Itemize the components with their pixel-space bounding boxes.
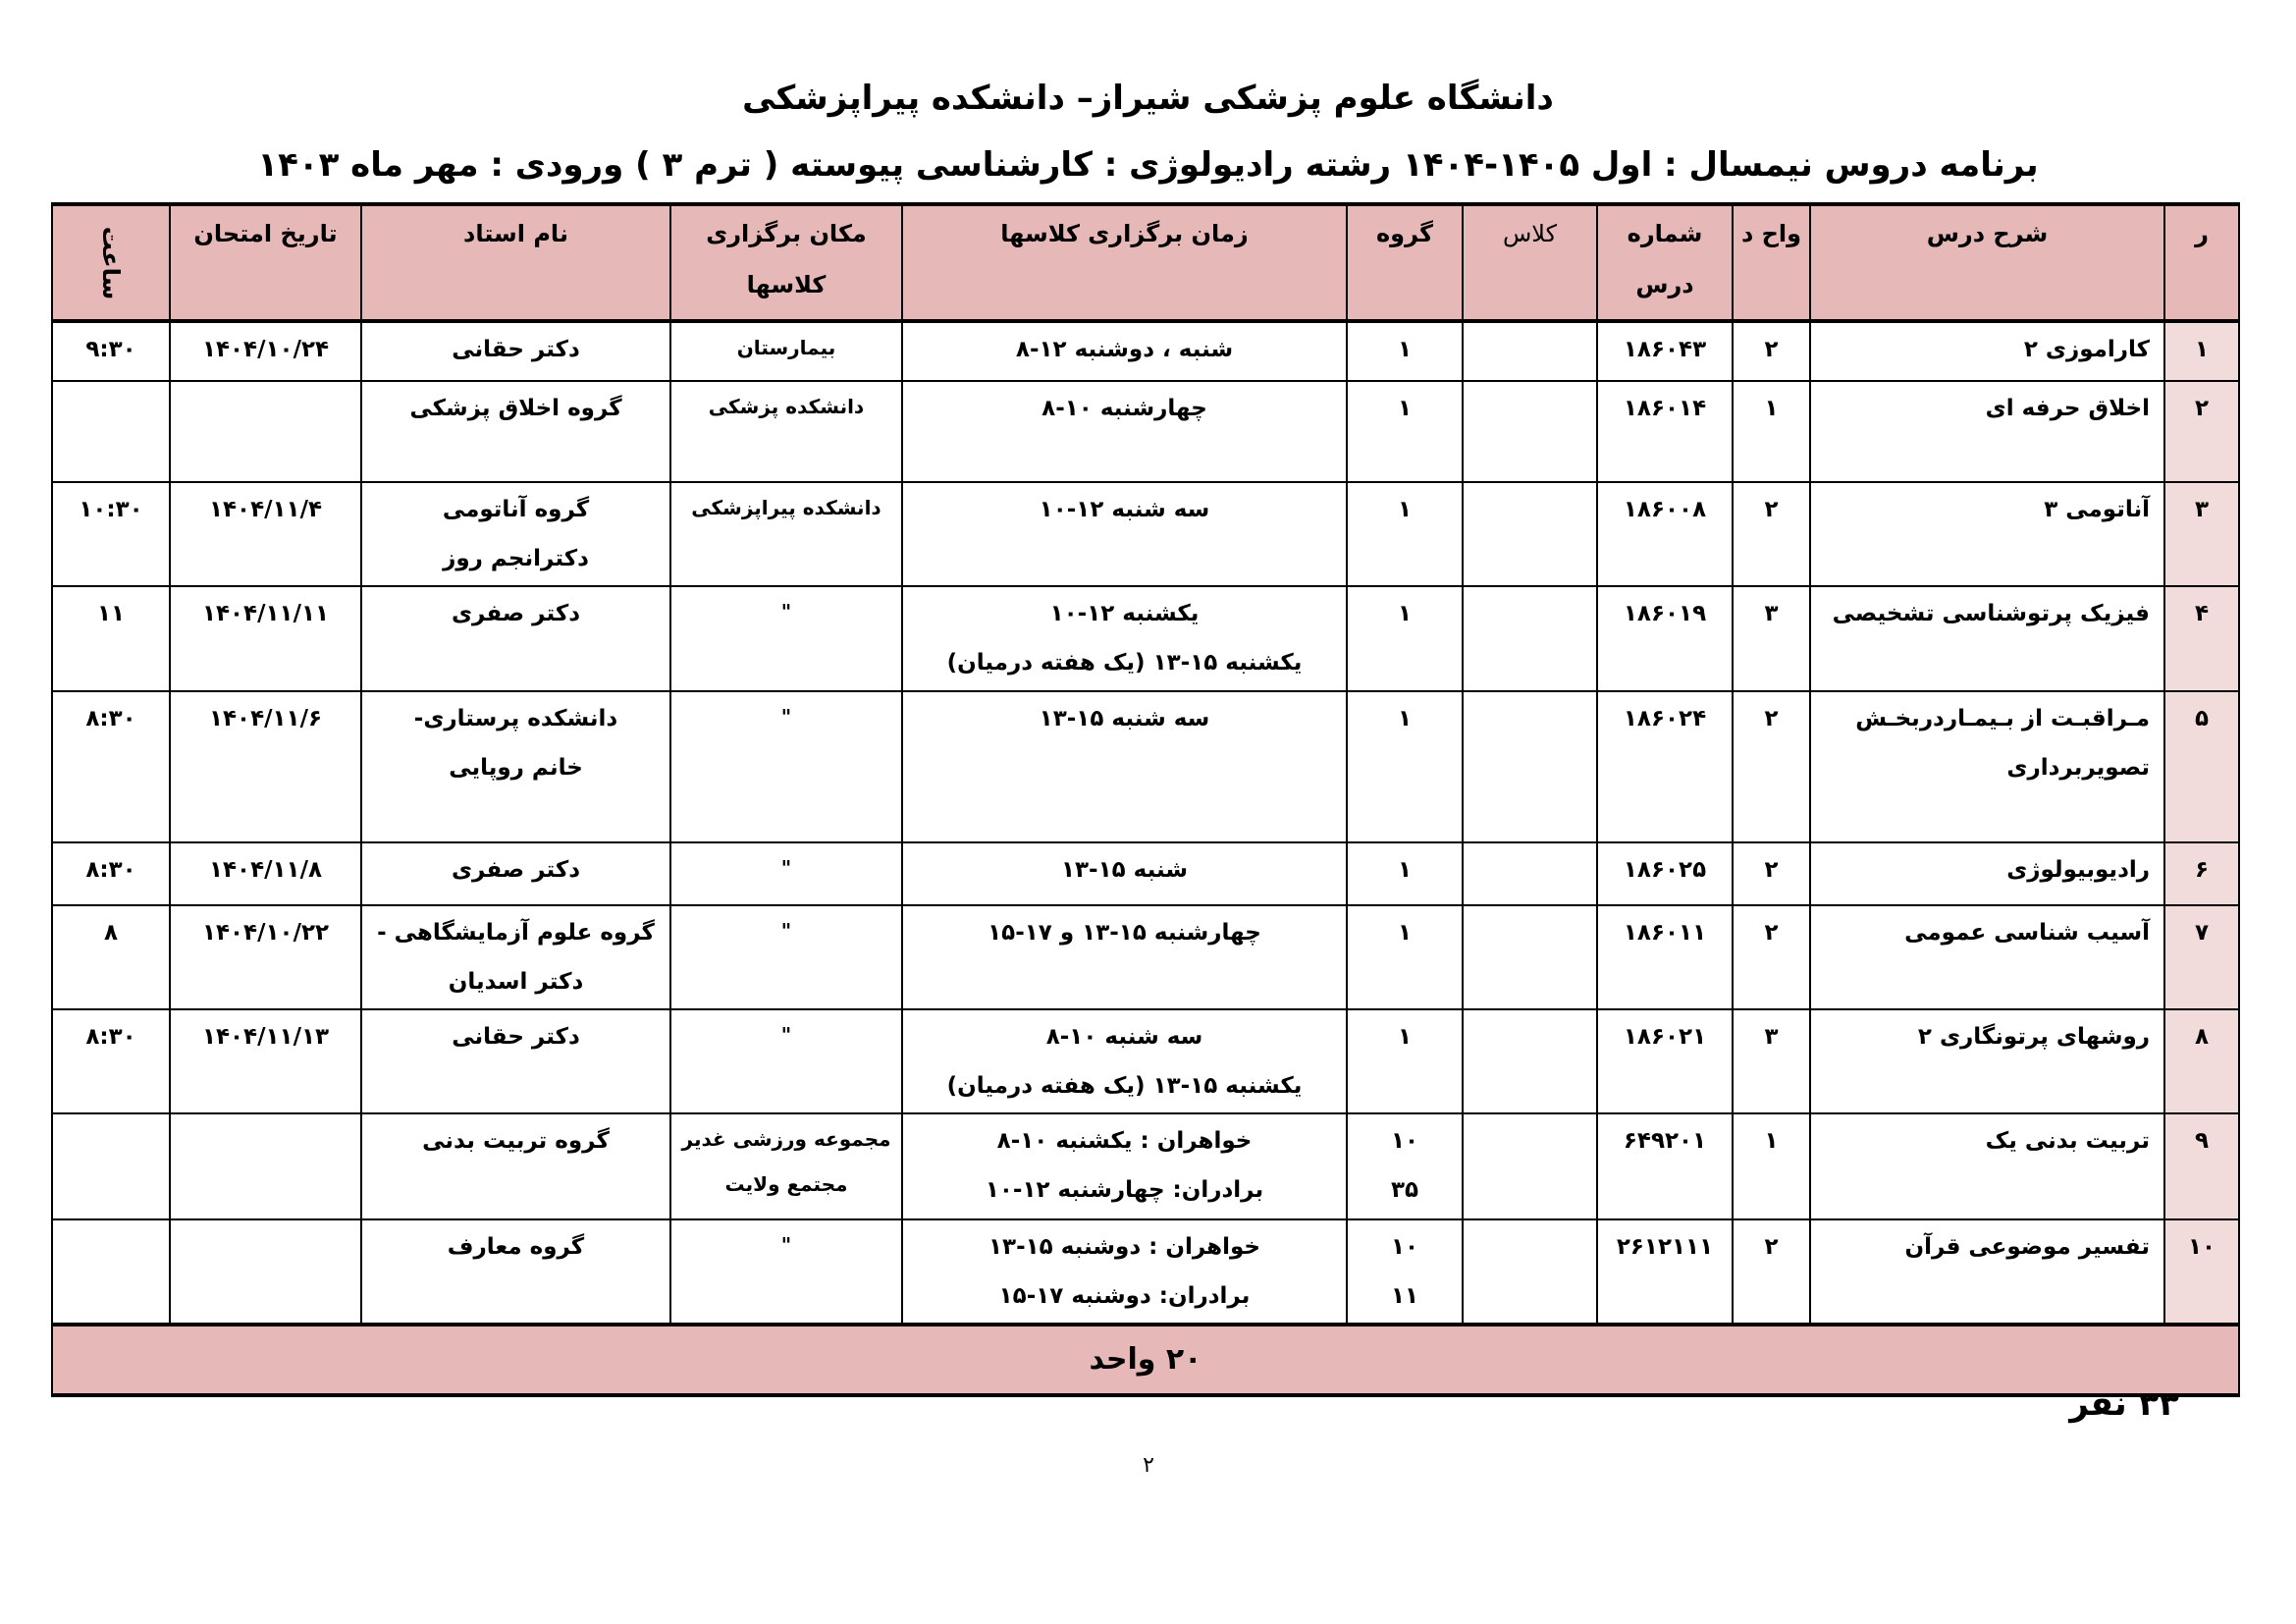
- col-index: ر: [2164, 204, 2239, 321]
- exam-time: ۹:۳۰: [52, 321, 170, 381]
- table-row: [52, 321, 2239, 381]
- course-place-line: مجموعه ورزشی غدیر: [681, 1127, 891, 1151]
- course-code: ۲۶۱۲۱۱۱: [1597, 1219, 1733, 1325]
- exam-date: ۱۴۰۴/۱۰/۲۲: [170, 905, 361, 1009]
- course-title-line: مـراقبـت از بـیمـاردربخـش: [1855, 706, 2150, 731]
- course-time: [902, 691, 1347, 842]
- course-code: ۱۸۶۰۱۱: [1597, 905, 1733, 1009]
- row-index: ۹: [2164, 1113, 2239, 1219]
- course-instructor: [361, 1113, 670, 1219]
- course-time: [902, 321, 1347, 381]
- university-title: دانشگاه علوم پزشکی شیراز– دانشکده پیراپزشکی: [742, 79, 1554, 118]
- course-class: [1463, 381, 1597, 482]
- course-instructor-line: گروه اخلاق پزشکی: [409, 396, 622, 421]
- course-class: [1463, 1219, 1597, 1325]
- course-instructor-line: خانم روپایی: [449, 755, 583, 781]
- course-title: [1810, 586, 2164, 691]
- course-title-line: رادیوبیولوژی: [2006, 857, 2150, 883]
- table-row: [52, 482, 2239, 586]
- course-place-line: ": [780, 1233, 792, 1257]
- course-time: [902, 482, 1347, 586]
- course-title-line: روشهای پرتونگاری ۲: [1917, 1024, 2150, 1050]
- table-row: [52, 691, 2239, 842]
- exam-time: [52, 1113, 170, 1219]
- course-instructor-line: دکتر صفری: [451, 601, 581, 626]
- row-index: ۶: [2164, 842, 2239, 905]
- course-units: ۱: [1733, 1113, 1810, 1219]
- course-place: [670, 321, 902, 381]
- course-code: ۶۴۹۲۰۱: [1597, 1113, 1733, 1219]
- course-instructor-line: دکترانجم روز: [443, 546, 589, 571]
- course-class: [1463, 1009, 1597, 1113]
- course-code: ۱۸۶۰۰۸: [1597, 482, 1733, 586]
- course-code: ۱۸۶۰۱۹: [1597, 586, 1733, 691]
- course-group-line: ۱: [1397, 706, 1413, 731]
- course-instructor: [361, 381, 670, 482]
- course-units: ۳: [1733, 1009, 1810, 1113]
- course-title-line: آسیب شناسی عمومی: [1904, 920, 2150, 946]
- course-units: ۲: [1733, 691, 1810, 842]
- exam-date: ۱۴۰۴/۱۱/۱۱: [170, 586, 361, 691]
- course-group-line: ۱۱: [1390, 1283, 1419, 1309]
- course-class: [1463, 482, 1597, 586]
- table-row: [52, 842, 2239, 905]
- course-group: [1347, 321, 1463, 381]
- course-instructor-line: دکتر حقانی: [452, 1024, 580, 1050]
- col-exam-time-label: ساعت: [96, 226, 125, 300]
- course-instructor-line: دانشکده پرستاری-: [413, 706, 618, 731]
- col-exam-date: تاریخ امتحان: [170, 204, 361, 321]
- table-row: [52, 1113, 2239, 1219]
- row-index: ۱: [2164, 321, 2239, 381]
- course-place-line: دانشکده پزشکی: [708, 395, 865, 418]
- col-instructor: نام استاد: [361, 204, 670, 321]
- course-place-line: ": [780, 919, 792, 943]
- course-code: ۱۸۶۰۲۱: [1597, 1009, 1733, 1113]
- table-row: [52, 381, 2239, 482]
- course-place: [670, 381, 902, 482]
- course-instructor: [361, 905, 670, 1009]
- course-time: [902, 842, 1347, 905]
- table-row: [52, 586, 2239, 691]
- exam-date: ۱۴۰۴/۱۰/۲۴: [170, 321, 361, 381]
- course-code: ۱۸۶۰۱۴: [1597, 381, 1733, 482]
- exam-time: [52, 381, 170, 482]
- course-units: ۲: [1733, 321, 1810, 381]
- course-time: [902, 586, 1347, 691]
- course-instructor-line: گروه آناتومی: [442, 497, 590, 522]
- course-title-line: اخلاق حرفه ای: [1985, 396, 2150, 421]
- course-place: [670, 842, 902, 905]
- course-class: [1463, 586, 1597, 691]
- course-title: [1810, 321, 2164, 381]
- course-title: [1810, 691, 2164, 842]
- course-place-line: دانشکده پیراپزشکی: [691, 496, 881, 519]
- course-code: ۱۸۶۰۲۵: [1597, 842, 1733, 905]
- course-time-line: شنبه ، دوشنبه ۱۲-۸: [1015, 337, 1234, 362]
- table-row: [52, 1219, 2239, 1325]
- course-time: [902, 1113, 1347, 1219]
- course-instructor: [361, 842, 670, 905]
- course-instructor: [361, 1219, 670, 1325]
- course-time-line: یکشنبه ۱۵-۱۳ (یک هفته درمیان): [946, 1073, 1303, 1099]
- course-instructor: [361, 482, 670, 586]
- course-group: [1347, 1113, 1463, 1219]
- course-title: [1810, 905, 2164, 1009]
- course-instructor-line: دکتر صفری: [451, 857, 581, 883]
- exam-date: ۱۴۰۴/۱۱/۴: [170, 482, 361, 586]
- course-code: ۱۸۶۰۴۳: [1597, 321, 1733, 381]
- col-class: کلاس: [1463, 204, 1597, 321]
- course-group-line: ۱: [1397, 601, 1413, 626]
- course-place: [670, 1219, 902, 1325]
- course-place: [670, 691, 902, 842]
- course-units: ۲: [1733, 482, 1810, 586]
- student-count: ۳۳ نفر: [2069, 1384, 2179, 1424]
- course-place: [670, 586, 902, 691]
- table-row: [52, 905, 2239, 1009]
- course-group-line: ۱: [1397, 857, 1413, 883]
- course-group-line: ۱: [1397, 337, 1413, 362]
- course-group-line: ۱: [1397, 920, 1413, 946]
- course-instructor: [361, 321, 670, 381]
- course-group: [1347, 1219, 1463, 1325]
- course-group: [1347, 381, 1463, 482]
- course-units: ۳: [1733, 586, 1810, 691]
- course-instructor: [361, 586, 670, 691]
- course-group: [1347, 482, 1463, 586]
- course-title-line: تصویربرداری: [2006, 755, 2150, 781]
- course-title: [1810, 381, 2164, 482]
- course-place-line: ": [780, 856, 792, 880]
- course-place-line: بیمارستان: [736, 336, 836, 359]
- exam-time: [52, 1219, 170, 1325]
- col-course-code: شماره درس: [1597, 204, 1733, 321]
- course-time-line: سه شنبه ۱۰-۸: [1045, 1024, 1203, 1050]
- course-place-line: ": [780, 705, 792, 729]
- course-instructor-line: دکتر حقانی: [452, 337, 580, 362]
- course-time: [902, 1009, 1347, 1113]
- exam-time: ۱۰:۳۰: [52, 482, 170, 586]
- course-code: ۱۸۶۰۲۴: [1597, 691, 1733, 842]
- exam-date: [170, 381, 361, 482]
- col-group: گروه: [1347, 204, 1463, 321]
- course-time-line: شنبه ۱۵-۱۳: [1060, 857, 1189, 883]
- course-time-line: سه شنبه ۱۲-۱۰: [1039, 497, 1210, 522]
- exam-time: ۸: [52, 905, 170, 1009]
- course-time-line: سه شنبه ۱۵-۱۳: [1039, 706, 1210, 731]
- col-course-title: شرح درس: [1810, 204, 2164, 321]
- course-group-line: ۱۰: [1390, 1234, 1419, 1260]
- course-title: [1810, 842, 2164, 905]
- course-time-line: برادران: چهارشنبه ۱۲-۱۰: [985, 1177, 1264, 1203]
- course-place: [670, 905, 902, 1009]
- course-place: [670, 482, 902, 586]
- course-instructor-line: گروه تربیت بدنی: [422, 1128, 610, 1154]
- exam-date: ۱۴۰۴/۱۱/۶: [170, 691, 361, 842]
- exam-time: ۸:۳۰: [52, 691, 170, 842]
- course-time-line: یکشنبه ۱۲-۱۰: [1049, 601, 1200, 626]
- col-time: زمان برگزاری کلاسها: [902, 204, 1347, 321]
- col-place: مکان برگزاری کلاسها: [670, 204, 902, 321]
- course-group: [1347, 586, 1463, 691]
- col-exam-time: [52, 204, 170, 321]
- course-time-line: چهارشنبه ۱۰-۸: [1041, 396, 1207, 421]
- course-time: [902, 1219, 1347, 1325]
- course-group-line: ۱: [1397, 396, 1413, 421]
- course-units: ۲: [1733, 842, 1810, 905]
- row-index: ۳: [2164, 482, 2239, 586]
- schedule-subtitle: برنامه دروس نیمسال : اول ۱۴۰۵-۱۴۰۴ رشته رادیولوژی : کارشناسی پیوسته ( ترم ۳ ) ورودی : مهر ماه ۱۴۰۳: [257, 145, 2039, 185]
- row-index: ۱۰: [2164, 1219, 2239, 1325]
- course-group-line: ۱: [1397, 497, 1413, 522]
- course-title: [1810, 1113, 2164, 1219]
- header-row: [52, 204, 2239, 321]
- exam-date: ۱۴۰۴/۱۱/۸: [170, 842, 361, 905]
- course-class: [1463, 905, 1597, 1009]
- course-title-line: تربیت بدنی یک: [1985, 1128, 2150, 1154]
- col-units: واح د: [1733, 204, 1810, 321]
- course-class: [1463, 321, 1597, 381]
- course-title: [1810, 1219, 2164, 1325]
- course-units: ۱: [1733, 381, 1810, 482]
- course-instructor-line: گروه علوم آزمایشگاهی -: [377, 920, 655, 946]
- exam-date: ۱۴۰۴/۱۱/۱۳: [170, 1009, 361, 1113]
- course-place-line: ": [780, 1023, 792, 1047]
- course-class: [1463, 1113, 1597, 1219]
- course-group: [1347, 842, 1463, 905]
- course-time-line: برادران: دوشنبه ۱۷-۱۵: [998, 1283, 1251, 1309]
- course-title: [1810, 482, 2164, 586]
- course-group-line: ۱۰: [1390, 1128, 1419, 1154]
- course-instructor: [361, 691, 670, 842]
- course-title: [1810, 1009, 2164, 1113]
- course-class: [1463, 691, 1597, 842]
- total-row: [52, 1325, 2239, 1395]
- course-instructor-line: دکتر اسدیان: [448, 969, 584, 995]
- course-group: [1347, 1009, 1463, 1113]
- course-units: ۲: [1733, 905, 1810, 1009]
- course-place: [670, 1009, 902, 1113]
- course-group: [1347, 691, 1463, 842]
- exam-time: ۱۱: [52, 586, 170, 691]
- row-index: ۲: [2164, 381, 2239, 482]
- course-group-line: ۳۵: [1390, 1177, 1419, 1203]
- course-place-line: مجتمع ولایت: [724, 1172, 848, 1196]
- course-time-line: چهارشنبه ۱۵-۱۳ و ۱۷-۱۵: [988, 920, 1261, 946]
- course-instructor: [361, 1009, 670, 1113]
- course-place: [670, 1113, 902, 1219]
- course-title-line: تفسیر موضوعی قرآن: [1904, 1234, 2150, 1260]
- course-time: [902, 381, 1347, 482]
- course-instructor-line: گروه معارف: [447, 1234, 585, 1260]
- table-row: [52, 1009, 2239, 1113]
- row-index: ۸: [2164, 1009, 2239, 1113]
- course-units: ۲: [1733, 1219, 1810, 1325]
- course-class: [1463, 842, 1597, 905]
- row-index: ۵: [2164, 691, 2239, 842]
- course-title-line: فیزیک پرتوشناسی تشخیصی: [1832, 601, 2150, 626]
- exam-date: [170, 1113, 361, 1219]
- exam-time: ۸:۳۰: [52, 1009, 170, 1113]
- course-group: [1347, 905, 1463, 1009]
- course-time-line: یکشنبه ۱۵-۱۳ (یک هفته درمیان): [946, 650, 1303, 676]
- course-place-line: ": [780, 600, 792, 623]
- row-index: ۴: [2164, 586, 2239, 691]
- row-index: ۷: [2164, 905, 2239, 1009]
- course-title-line: کاراموزی ۲: [2023, 337, 2150, 362]
- page-number: ۲: [1143, 1453, 1154, 1478]
- course-time: [902, 905, 1347, 1009]
- total-units: ۲۰ واحد: [52, 1325, 2239, 1395]
- course-time-line: خواهران : یکشنبه ۱۰-۸: [996, 1128, 1253, 1154]
- course-time-line: خواهران : دوشنبه ۱۵-۱۳: [988, 1234, 1260, 1260]
- course-title-line: آناتومی ۳: [2044, 497, 2150, 522]
- exam-date: [170, 1219, 361, 1325]
- course-schedule-table: [51, 202, 2240, 1397]
- course-group-line: ۱: [1397, 1024, 1413, 1050]
- exam-time: ۸:۳۰: [52, 842, 170, 905]
